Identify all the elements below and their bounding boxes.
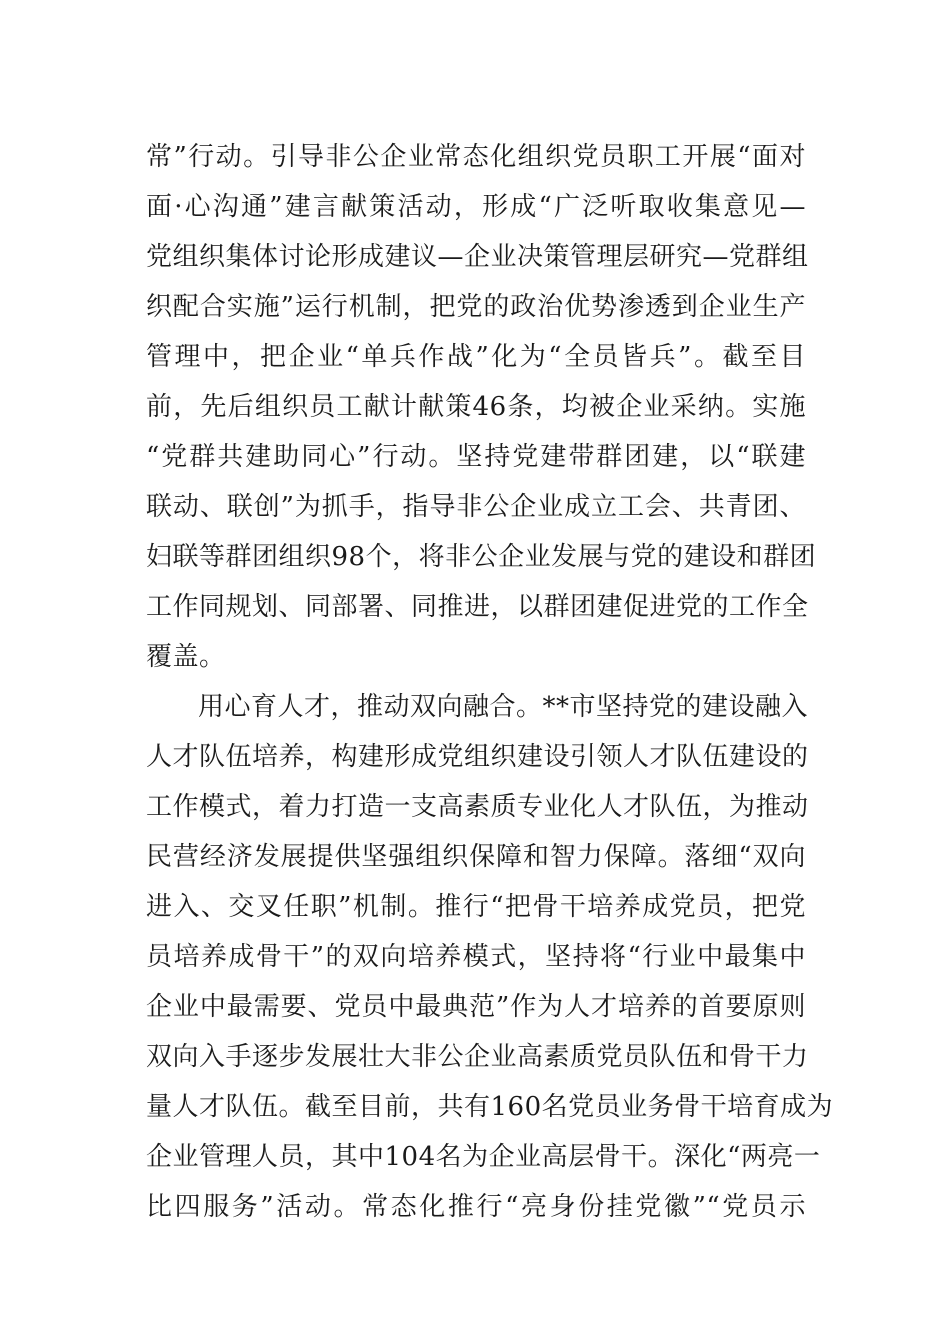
text-line: 双向入手逐步发展壮大非公企业高素质党员队伍和骨干力 (146, 1042, 809, 1072)
text-line: 前，先后组织员工献计献策46条，均被企业采纳。实施 (146, 392, 806, 422)
text-line: 企业中最需要、党员中最典范”作为人才培养的首要原则 (146, 992, 806, 1022)
text-line: 管理中，把企业“单兵作战”化为“全员皆兵”。截至目 (146, 342, 806, 372)
paragraph-heading-line: 用心育人才，推动双向融合。**市坚持党的建设融入 (198, 692, 809, 722)
text-line: 企业管理人员，其中104名为企业高层骨干。深化“两亮一 (146, 1142, 821, 1172)
text-line: “党群共建助同心”行动。坚持党建带群团建，以“联建 (146, 442, 806, 472)
text-line: 比四服务”活动。常态化推行“亮身份挂党徽”“党员示 (146, 1192, 806, 1222)
text-line: 联动、联创”为抓手，指导非公企业成立工会、共青团、 (146, 492, 806, 522)
text-line: 常”行动。引导非公企业常态化组织党员职工开展“面对 (146, 142, 806, 172)
text-line: 面·心沟通”建言献策活动，形成“广泛听取收集意见— (146, 192, 806, 222)
text-line: 进入、交叉任职”机制。推行“把骨干培养成党员，把党 (146, 892, 806, 922)
text-line: 妇联等群团组织98个，将非公企业发展与党的建设和群团 (146, 542, 817, 572)
text-line: 人才队伍培养，构建形成党组织建设引领人才队伍建设的 (146, 742, 809, 772)
text-line: 党组织集体讨论形成建议—企业决策管理层研究—党群组 (146, 242, 809, 272)
text-line: 覆盖。 (146, 642, 226, 672)
text-line: 工作同规划、同部署、同推进，以群团建促进党的工作全 (146, 592, 809, 622)
text-line: 工作模式，着力打造一支高素质专业化人才队伍，为推动 (146, 792, 809, 822)
text-line: 员培养成骨干”的双向培养模式，坚持将“行业中最集中 (146, 942, 806, 972)
text-line: 量人才队伍。截至目前，共有160名党员业务骨干培育成为 (146, 1092, 834, 1122)
text-line: 民营经济发展提供坚强组织保障和智力保障。落细“双向 (146, 842, 806, 872)
text-line: 织配合实施”运行机制，把党的政治优势渗透到企业生产 (146, 292, 806, 322)
